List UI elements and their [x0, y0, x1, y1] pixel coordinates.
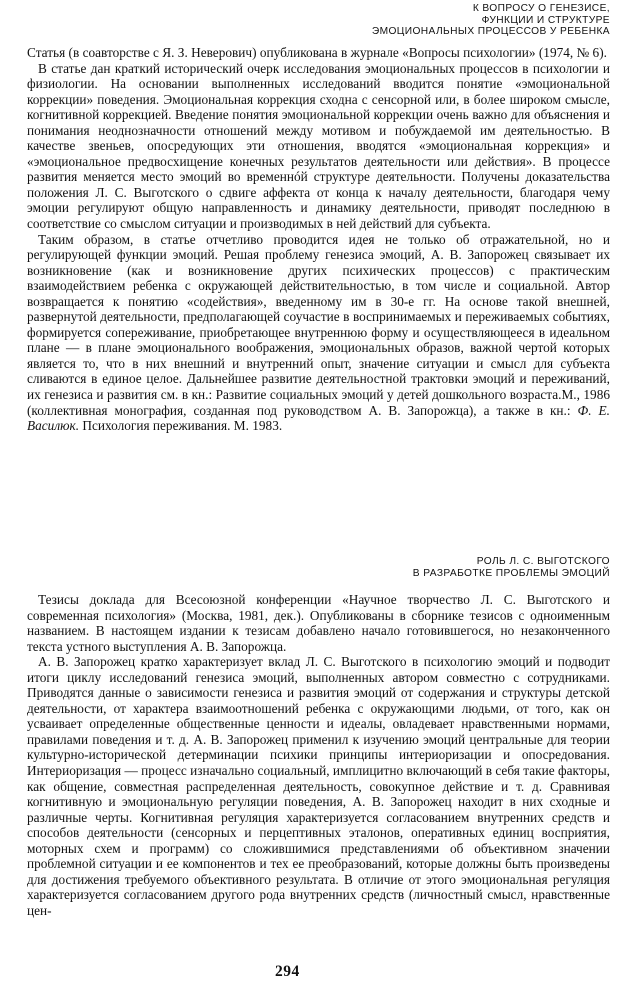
book-reference: Психология переживания. М. 1983. [82, 418, 283, 434]
section-2-heading-line: РОЛЬ Л. С. ВЫГОТСКОГО [476, 556, 610, 567]
author-reference: Ф. Е. Василюк. [27, 402, 610, 434]
section-2-heading-line: В РАЗРАБОТКЕ ПРОБЛЕМЫ ЭМОЦИЙ [412, 567, 610, 579]
section-2-paragraph: Тезисы доклада для Всесоюзной конференции «Научное творчество Л. С. Выготского и современная психология» (Москва, 1981, дек.). Опубликованы в сборнике тезисов с одноименным названием. В настоящем издании к тезисам добавлено начало готовившегося, но незаконченного текста устного выступления А. В. Запорожца. [27, 592, 610, 654]
paragraph-text: Таким образом, в статье отчетливо проводится идея не только об отражательной, но и регулирующей функции эмоций. Решая проблему генезиса эмоций, А. В. Запорожец связывает их возникновение (как и возникновение других психических процессов) с практическим взаимодействием ребенка с окружающей действительностью, в том числе и социальной. Автор возвращается к понятию «содействия», введенному им в 30-е гг. На основе такой внешней, развернутой деятельности, предполагающей соучастие в воспринимаемых и переживаемых событиях, формируется сопереживание, приобретающее внутреннюю форму и осуществляющееся в идеальном плане — в плане эмоционального воображения, эмоциональных образов, важной чертой которых является то, что в них внешний и внутренний опыт, значение ситуации и смысл для субъекта сливаются в единое целое. Дальнейшее развитие деятельностной трактовки эмоций и переживаний, их генезиса и развития см. в кн.: Развитие социальных эмоций у детей дошкольного возраста.М., 1986 (коллективная монография, созданная под руководством А. В. Запорожца), а также в кн.: [27, 231, 610, 418]
section-2-heading [413, 556, 610, 579]
section-1-paragraph: В статье дан краткий исторический очерк исследования эмоциональных процессов в психологии и физиологии. На основании выполненных исследований вводится понятие «эмоциональной коррекции» поведения. Эмоциональная коррекция сходна с сенсорной или, в более широком смысле, когнитивной коррекцией. Введение понятия эмоциональной коррекции очень важно для объяснения и понимания неоднозначности отношений между мотивом и побуждаемой им деятельностью. В качестве звеньев, опосредующих эти отношения, вводятся «эмоциональная коррекция» и «эмоциональное предвосхищение конечных результатов деятельности или действия». В процессе развития меняется место эмоций во временнóй структуре деятельности. Получены доказательства положения Л. С. Выготского о сдвиге аффекта от конца к началу деятельности, благодаря чему эмоции регулируют общую направленность и динамику деятельности, приводят последнюю в соответствие со смыслом ситуации и производимых в ней действий для субъекта. [27, 60, 610, 232]
section-1-heading-line: К ВОПРОСУ О ГЕНЕЗИСЕ, [472, 3, 610, 14]
section-2-body [27, 592, 610, 918]
section-1-heading [372, 3, 610, 38]
section-1-paragraph [27, 232, 610, 434]
section-1-heading-line: ЭМОЦИОНАЛЬНЫХ ПРОЦЕССОВ У РЕБЕНКА [371, 26, 610, 37]
section-1-heading-line: ФУНКЦИИ И СТРУКТУРЕ [481, 14, 610, 26]
page-number: 294 [275, 963, 300, 980]
section-2-paragraph: А. В. Запорожец кратко характеризует вклад Л. С. Выготского в психологию эмоций и подводит итоги циклу исследований генезиса эмоций, выполненных автором совместно с сотрудниками. Приводятся данные о зависимости генезиса и развития эмоций от содержания и структуры детской деятельности, от характера взаимоотношений ребенка с окружающими людьми, от того, как он усваивает определенные общественные ценности и идеалы, овладевает нравственными нормами, правилами поведения и т. д. А. В. Запорожец применил к изучению эмоций центральные для теории культурно-исторической детерминации психики принципы интериоризации и опосредования. Интериоризация — процесс изначально социальный, имплицитно включающий в себя такие факторы, как общение, совместная распределенная деятельность, совокупное действие и т. д. Сравнивая когнитивную и эмоциональную регуляции поведения, А. В. Запорожец находит в них сходные и различные черты. Когнитивная регуляция характеризуется согласованием внутренних средств и способов деятельности (сенсорных и перцептивных эталонов, оперативных единиц восприятия, моторных схем и программ) со сложившимися представлениями об объективном значении проблемной ситуации и ее компонентов и тех ее преобразований, которые должны быть произведены для достижения требуемого объективного результата. В отличие от этого эмоциональная регуляция характеризуется согласованием другого рода внутренних средств (личностный смысл, нравственные цен- [27, 654, 610, 918]
book-page [27, 0, 610, 986]
section-1-paragraph: Статья (в соавторстве с Я. З. Неверович) опубликована в журнале «Вопросы психологии» (1974, № 6). [27, 45, 607, 60]
section-1-body [27, 45, 610, 434]
